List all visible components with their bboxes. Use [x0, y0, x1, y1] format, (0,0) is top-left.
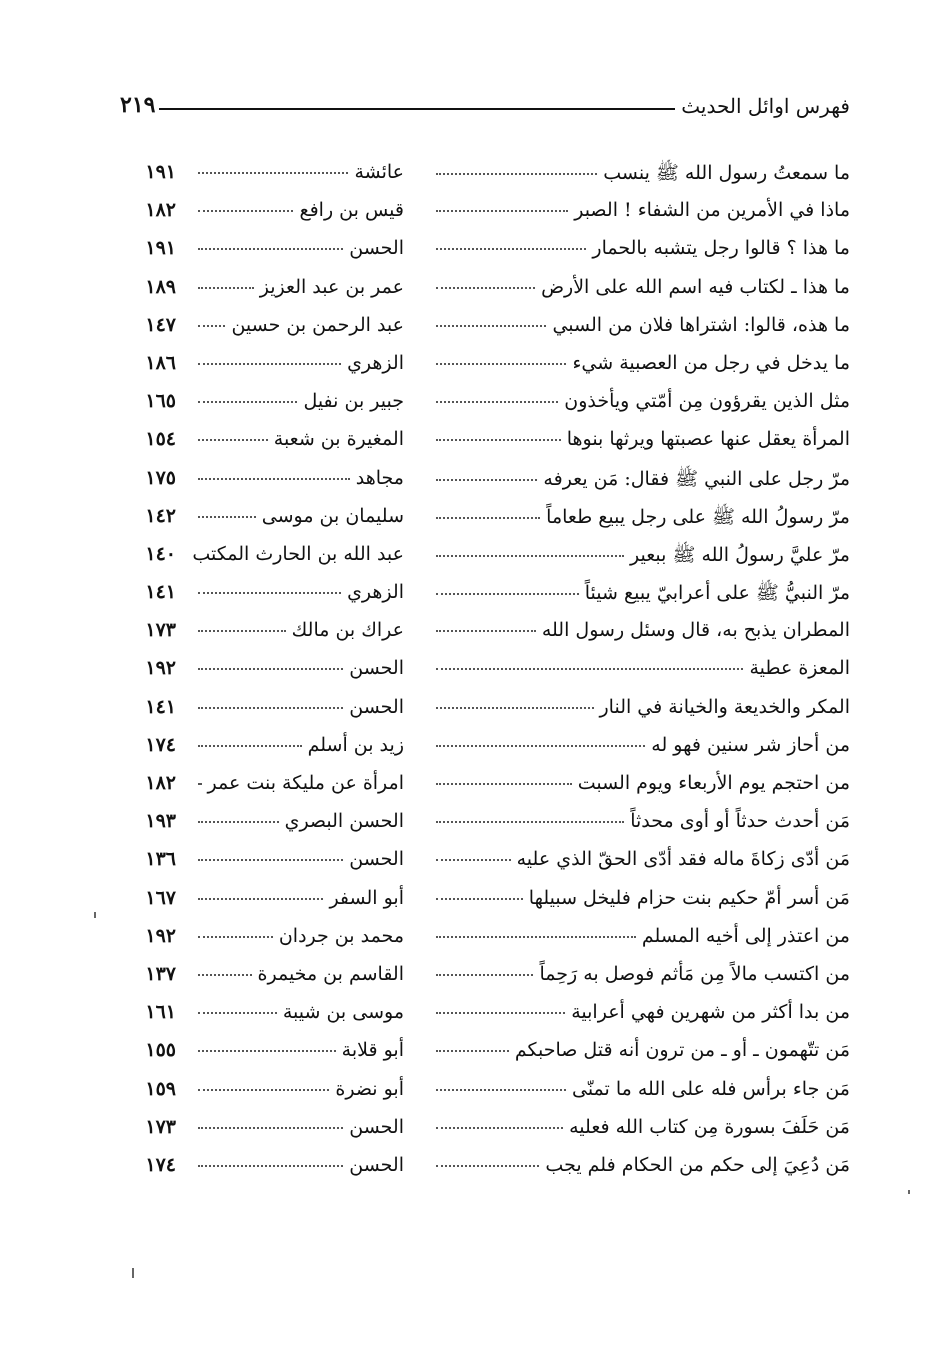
- narrator-name: أبو السفر: [329, 886, 404, 909]
- leader-dots: [436, 668, 743, 670]
- index-entry-row: [0, 883, 942, 921]
- leader-dots: [198, 210, 293, 212]
- hadith-opening: [430, 963, 850, 985]
- leader-dots: [198, 745, 302, 747]
- leader-dots: [198, 592, 341, 594]
- index-entry-row: [0, 539, 942, 577]
- narrator-name: عراك بن مالك: [291, 619, 404, 642]
- page-reference: ١٥٤: [145, 428, 176, 451]
- hadith-opening-text: مرّ رجل على النبي ﷺ فقال: مَن يعرفه: [543, 467, 850, 490]
- hadith-opening: [430, 810, 850, 832]
- index-entry-row: [0, 1150, 942, 1188]
- hadith-opening-text: مَن تتّهمون ـ أو ـ من ترون أنه قتل صاحبكم: [514, 1039, 850, 1062]
- index-title: فهرس اوائل الحديث: [681, 94, 850, 118]
- index-entry-row: [0, 501, 942, 539]
- hadith-opening: [430, 505, 850, 533]
- leader-dots: [198, 478, 350, 480]
- index-entry-row: [0, 310, 942, 348]
- hadith-opening-text: مَن حَلَفَ بسورة مِن كتاب الله فعليه: [569, 1115, 850, 1138]
- narrator: [192, 1116, 404, 1138]
- leader-dots: [436, 363, 566, 365]
- narrator: [192, 352, 404, 374]
- leader-dots: [436, 821, 624, 823]
- page-reference: ١٦١: [145, 1001, 176, 1024]
- hadith-opening-text: ما سمعتُ رسول الله ﷺ ينسب: [603, 162, 850, 184]
- narrator-name: الحسن البصري: [284, 810, 404, 833]
- narrator: [192, 810, 404, 832]
- narrator: [192, 657, 404, 679]
- leader-dots: [436, 1089, 566, 1091]
- leader-dots: [436, 898, 523, 900]
- leader-dots: [198, 439, 268, 441]
- page-reference: ١٩٢: [145, 657, 176, 680]
- hadith-opening: [430, 237, 850, 259]
- narrator-name: امرأة عن مليكة بنت عمر: [207, 772, 404, 794]
- narrator-name: الحسن: [349, 1115, 404, 1138]
- index-entry-row: [0, 463, 942, 501]
- hadith-opening-text: من أحاز شر سنين فهو له: [651, 733, 850, 756]
- narrator-name: زيد بن أسلم: [307, 733, 404, 756]
- page-reference: ١٧٤: [145, 1153, 176, 1176]
- hadith-opening-text: مرّ رسولُ الله ﷺ على رجل يبيع طعاماً: [546, 505, 850, 528]
- leader-dots: [198, 363, 341, 365]
- narrator-name: قيس بن رافع: [299, 199, 404, 222]
- hadith-opening-text: المعزة عطية: [749, 657, 850, 680]
- page-reference: ١٧٥: [145, 466, 176, 489]
- margin-mark: [94, 912, 96, 918]
- narrator: [192, 887, 404, 909]
- index-entry-row: [0, 157, 942, 195]
- narrator-name: القاسم بن مخيمرة: [257, 962, 404, 985]
- page-reference: ١٣٧: [145, 962, 176, 985]
- hadith-opening-text: من اكتسب مالاً مِن مَأثم فوصل به رَحِماً: [539, 962, 850, 985]
- leader-dots: [436, 401, 558, 403]
- hadith-opening-text: ما هذا ـ لكتاب فيه اسم الله على الأرض: [541, 275, 850, 298]
- hadith-opening: [430, 887, 850, 909]
- narrator: [192, 696, 404, 718]
- narrator: [192, 925, 404, 947]
- narrator-name: عائشة: [354, 161, 404, 183]
- hadith-opening: [430, 696, 850, 718]
- leader-dots: [198, 859, 343, 861]
- narrator: [192, 734, 404, 756]
- leader-dots: [436, 325, 546, 327]
- page-reference: ١٨٦: [145, 351, 176, 374]
- narrator-name: محمد بن جردان: [278, 924, 404, 947]
- hadith-opening: [430, 314, 850, 336]
- leader-dots: [198, 898, 323, 900]
- leader-dots: [436, 936, 636, 938]
- index-entry-row: [0, 959, 942, 997]
- hadith-opening: [430, 1154, 850, 1176]
- narrator-name: عمر بن عبد العزيز: [259, 275, 404, 298]
- leader-dots: [198, 821, 279, 823]
- hadith-opening-text: مَن أحدث حدثاً أو أوى محدثاً: [630, 810, 850, 833]
- narrator-name: عبد الرحمن بن حسين: [231, 313, 404, 336]
- leader-dots: [198, 1089, 329, 1091]
- leader-dots: [198, 325, 225, 327]
- hadith-opening: [430, 581, 850, 609]
- leader-dots: [436, 1012, 565, 1014]
- hadith-opening: [430, 543, 850, 571]
- index-entries: [0, 157, 942, 1188]
- page-reference: ١٩٢: [145, 924, 176, 947]
- leader-dots: [198, 707, 343, 709]
- leader-dots: [198, 630, 286, 632]
- leader-dots: [198, 401, 297, 403]
- index-entry-row: [0, 730, 942, 768]
- index-entry-row: [0, 195, 942, 233]
- leader-dots: [198, 1012, 277, 1014]
- page-reference: ١٤١: [145, 581, 176, 604]
- page-reference: ١٣٦: [145, 848, 176, 871]
- hadith-opening: [430, 772, 850, 794]
- leader-dots: [198, 1165, 343, 1167]
- leader-dots: [436, 745, 645, 747]
- narrator: [192, 161, 404, 183]
- page-reference: ١٩١: [145, 161, 176, 183]
- page-reference: ١٧٤: [145, 733, 176, 756]
- index-entry-row: [0, 1074, 942, 1112]
- hadith-opening: [430, 467, 850, 495]
- hadith-opening: [430, 199, 850, 221]
- leader-dots: [198, 668, 343, 670]
- narrator: [192, 581, 404, 603]
- leader-dots: [198, 172, 348, 174]
- header-rule: [159, 108, 675, 110]
- index-entry-row: [0, 997, 942, 1035]
- leader-dots: [198, 783, 202, 785]
- narrator-name: سليمان بن موسى: [261, 504, 404, 527]
- margin-mark: [908, 1190, 910, 1194]
- leader-dots: [198, 287, 254, 289]
- leader-dots: [436, 479, 537, 481]
- leader-dots: [436, 210, 568, 212]
- narrator: [192, 390, 404, 412]
- narrator-name: الزهري: [347, 581, 404, 604]
- narrator-name: عبد الله بن الحارث المكتب: [192, 542, 404, 565]
- index-entry-row: [0, 768, 942, 806]
- narrator: [192, 1078, 404, 1100]
- narrator-name: الحسن: [349, 657, 404, 680]
- hadith-opening-text: مثل الذين يقرؤون مِن أمّتي ويأخذون: [564, 390, 850, 413]
- leader-dots: [436, 173, 597, 175]
- hadith-opening-text: من احتجم يوم الأربعاء ويوم السبت: [577, 772, 850, 794]
- hadith-opening-text: مرّ عليَّ رسولُ الله ﷺ ببعير: [630, 543, 850, 566]
- page-number: ٢١٩: [120, 92, 156, 118]
- hadith-opening-text: مَن أسر أمّ حكيم بنت حزام فليخل سبيلها: [528, 886, 850, 909]
- page-reference: ١٩١: [145, 237, 176, 260]
- index-entry-row: [0, 386, 942, 424]
- narrator: [192, 1039, 404, 1061]
- page-header: [120, 78, 850, 118]
- hadith-opening: [430, 848, 850, 870]
- hadith-opening-text: المطران يذبح به، قال وسئل رسول الله: [541, 619, 850, 642]
- hadith-opening-text: مَن دُعِيَ إلى حكم من الحكام فلم يجب: [545, 1153, 850, 1176]
- hadith-opening-text: المكر والخديعة والخيانة في النار: [599, 695, 850, 718]
- page-reference: ١٨٢: [145, 772, 176, 794]
- leader-dots: [198, 516, 256, 518]
- leader-dots: [436, 859, 511, 861]
- index-entry-row: [0, 577, 942, 615]
- page-reference: ١٤٧: [145, 313, 176, 336]
- hadith-opening: [430, 1078, 850, 1100]
- leader-dots: [436, 555, 624, 557]
- narrator: [192, 276, 404, 298]
- leader-dots: [436, 1165, 539, 1167]
- leader-dots: [436, 630, 536, 632]
- index-entry-row: [0, 348, 942, 386]
- hadith-opening-text: ماذا في الأمرين من الشفاء ! الصبر: [574, 199, 850, 222]
- index-entry-row: [0, 806, 942, 844]
- narrator-name: الحسن: [349, 1153, 404, 1176]
- hadith-opening: [430, 352, 850, 374]
- hadith-opening-text: ما هذه، قالوا: اشتراها فلان من السبي: [552, 313, 850, 336]
- margin-mark: [132, 1268, 134, 1278]
- narrator: [192, 467, 404, 489]
- index-entry-row: [0, 692, 942, 730]
- index-entry-row: [0, 272, 942, 310]
- narrator: [192, 199, 404, 221]
- leader-dots: [436, 707, 594, 709]
- narrator-name: الزهري: [347, 351, 404, 374]
- narrator: [192, 772, 404, 794]
- index-entry-row: [0, 653, 942, 691]
- hadith-opening: [430, 390, 850, 412]
- index-entry-row: [0, 921, 942, 959]
- hadith-opening-text: مرّ النبيُّ ﷺ على أعرابيّ يبيع شيئاً: [584, 582, 850, 605]
- hadith-opening: [430, 276, 850, 298]
- narrator: [192, 619, 404, 641]
- index-entry-row: [0, 1035, 942, 1073]
- page-reference: ١٧٣: [145, 1115, 176, 1138]
- page-reference: ١٤٢: [145, 504, 176, 527]
- narrator: [192, 1154, 404, 1176]
- page-reference: ١٧٣: [145, 619, 176, 642]
- leader-dots: [436, 517, 540, 519]
- narrator-name: جبير بن نفيل: [303, 390, 404, 413]
- narrator-name: الحسن: [349, 695, 404, 718]
- leader-dots: [198, 1127, 343, 1129]
- leader-dots: [436, 1050, 509, 1052]
- page-reference: ١٨٩: [145, 275, 176, 298]
- leader-dots: [198, 936, 273, 938]
- narrator-name: أبو قلابة: [341, 1039, 404, 1062]
- hadith-opening: [430, 734, 850, 756]
- leader-dots: [436, 974, 533, 976]
- narrator-name: الحسن: [349, 848, 404, 871]
- narrator: [192, 237, 404, 259]
- hadith-opening-text: ما يدخل في رجل من العصبية شيء: [572, 351, 850, 374]
- hadith-opening-text: المرأة يعقل عنها عصبتها ويرثها بنوها: [566, 428, 850, 451]
- page-reference: ١٥٥: [145, 1039, 176, 1062]
- leader-dots: [436, 783, 572, 785]
- leader-dots: [198, 248, 343, 250]
- index-entry-row: [0, 844, 942, 882]
- hadith-opening: [430, 925, 850, 947]
- page-reference: ١٨٢: [145, 199, 176, 222]
- index-entry-row: [0, 424, 942, 462]
- index-entry-row: [0, 233, 942, 271]
- hadith-opening-text: من اعتذر إلى أخيه المسلم: [641, 924, 850, 947]
- hadith-opening-text: مَن أدّى زكاةَ ماله فقد أدّى الحقّ الذي عليه: [516, 848, 850, 871]
- narrator-name: المغيرة بن شعبة: [273, 428, 404, 451]
- page-reference: ١٦٥: [145, 390, 176, 413]
- leader-dots: [436, 287, 535, 289]
- page-reference: ١٥٩: [145, 1077, 176, 1100]
- leader-dots: [436, 1127, 563, 1129]
- narrator: [192, 543, 404, 565]
- hadith-opening: [430, 619, 850, 641]
- narrator-name: الحسن: [349, 237, 404, 260]
- narrator: [192, 1001, 404, 1023]
- hadith-opening-text: ما هذا ؟ قالوا رجل يتشبه بالحمار: [592, 237, 850, 260]
- page-reference: ١٤١: [145, 695, 176, 718]
- leader-dots: [198, 1050, 336, 1052]
- index-entry-row: [0, 1112, 942, 1150]
- narrator: [192, 963, 404, 985]
- narrator-name: أبو نضرة: [335, 1077, 404, 1100]
- narrator-name: موسى بن شيبة: [282, 1001, 404, 1024]
- hadith-opening-text: من بدا أكثر من شهرين فهي أعرابية: [571, 1001, 850, 1024]
- hadith-opening: [430, 657, 850, 679]
- leader-dots: [436, 593, 579, 595]
- page-reference: ١٤٠: [145, 542, 176, 565]
- leader-dots: [436, 439, 561, 441]
- narrator: [192, 505, 404, 527]
- hadith-opening: [430, 1039, 850, 1061]
- hadith-opening: [430, 1001, 850, 1023]
- leader-dots: [436, 248, 586, 250]
- hadith-opening-text: مَن جاء برأس فله على الله ما تمنّى: [571, 1077, 850, 1100]
- narrator: [192, 428, 404, 450]
- narrator: [192, 848, 404, 870]
- hadith-opening: [430, 161, 850, 189]
- hadith-opening: [430, 1116, 850, 1138]
- index-entry-row: [0, 615, 942, 653]
- page-reference: ١٦٧: [145, 886, 176, 909]
- leader-dots: [198, 974, 252, 976]
- hadith-opening: [430, 428, 850, 450]
- narrator: [192, 314, 404, 336]
- page-reference: ١٩٣: [145, 810, 176, 833]
- narrator-name: مجاهد: [355, 466, 404, 489]
